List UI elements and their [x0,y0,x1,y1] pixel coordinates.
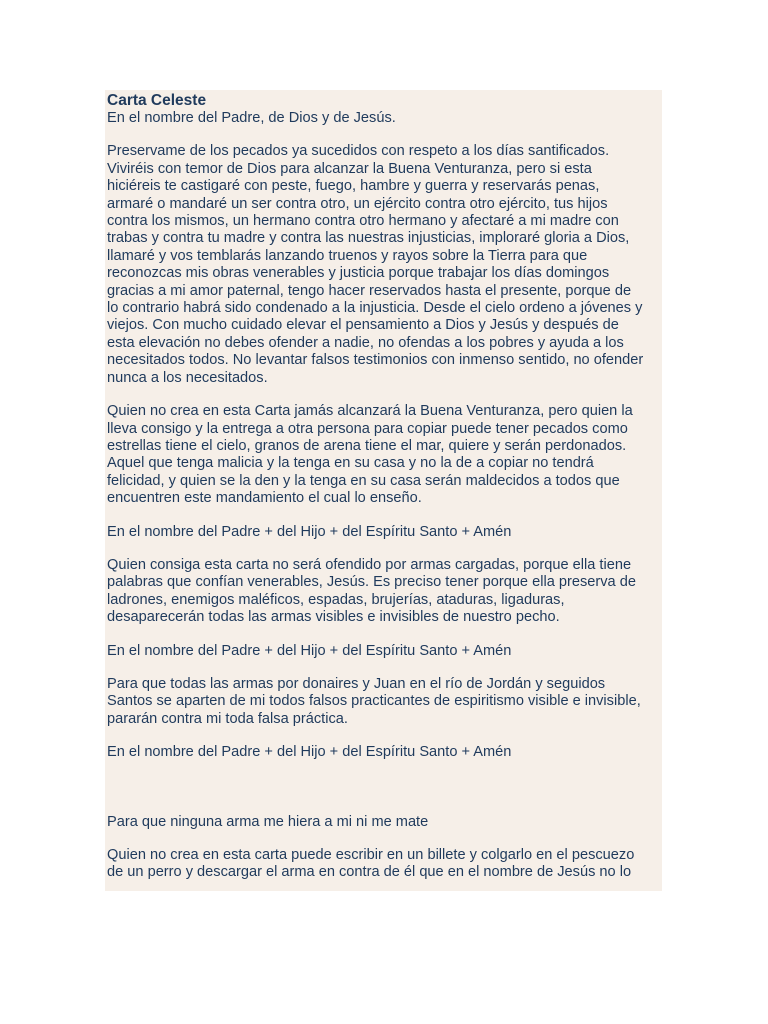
paragraph-line: lleva consigo y la entrega a otra persona para copiar puede tener pecados como [107,420,628,437]
paragraph-line: palabras que confían venerables, Jesús. Es preciso tener porque ella preserva de [107,574,636,591]
paragraph-3 [107,557,662,627]
paragraph-line: hiciéreis te castigaré con peste, fuego, hambre y guerra y reservarás penas, [107,178,600,195]
paragraph-line: pararán contra mi toda falsa práctica. [107,710,348,727]
paragraph-line: reconozcas mis obras venerables y justicia porque trabajar los días domingos [107,265,610,282]
paragraph-1 [107,143,662,387]
document-body [105,110,662,882]
paragraph-line: gracias a mi amor paternal, tengo hacer reservados hasta el presente, porque de [107,282,632,299]
paragraph-6 [107,847,662,882]
paragraph-line: felicidad, y quien se la den y la tenga en su casa serán maldecidos a todos que [107,472,620,489]
paragraph-line: armaré o mandaré un ser contra otro, un ejército contra otro ejército, tus hijos [107,195,608,212]
paragraph-line: lo contrario habrá sido condenado a la injusticia. Desde el cielo ordeno a jóvenes y [107,300,643,317]
paragraph-line: contra los mismos, un hermano contra otro hermano y afectaré a mi madre con [107,213,619,230]
document-title: Carta Celeste [107,92,207,109]
paragraph-line: encuentren este mandamiento el cual lo enseño. [107,490,422,507]
paragraph-line: estrellas tiene el cielo, granos de arena tiene el mar, quiere y serán perdonados. [107,437,627,454]
paragraph-5: Para que ninguna arma me hiera a mi ni me mate [107,813,429,830]
paragraph-line: Quien no crea en esta carta puede escribir en un billete y colgarlo en el pescuezo [107,847,635,863]
paragraph-line: necesitados todos. No levantar falsos testimonios con inmenso sentido, no ofender [107,352,644,369]
paragraph-line: Quien no crea en esta Carta jamás alcanzará la Buena Venturanza, pero quien la [107,403,633,420]
paragraph-2 [107,403,662,507]
paragraph-line: nunca a los necesitados. [107,369,268,386]
paragraph-line: Preservame de los pecados ya sucedidos con respeto a los días santificados. [107,143,610,160]
invocation-line: En el nombre del Padre + del Hijo + del Espíritu Santo + Amén [107,523,512,540]
paragraph-4 [107,676,662,728]
paragraph-line: ladrones, enemigos maléficos, espadas, brujerías, ataduras, ligaduras, [107,591,565,608]
document-page [105,90,662,891]
paragraph-line: llamaré y vos temblarás lanzando truenos y rayos sobre la Tierra para que [107,247,588,264]
paragraph-line: trabas y contra tu madre y contra las nuestras injusticias, imploraré gloria a Dios, [107,230,630,247]
invocation-line: En el nombre del Padre + del Hijo + del Espíritu Santo + Amén [107,744,512,761]
invocation-line: En el nombre del Padre + del Hijo + del Espíritu Santo + Amén [107,642,512,659]
paragraph-line: esta elevación no debes ofender a nadie, no ofendas a los pobres y ayuda a los [107,334,624,351]
paragraph-line: viejos. Con mucho cuidado elevar el pensamiento a Dios y Jesús y después de [107,317,619,334]
intro-line: En el nombre del Padre, de Dios y de Jesús. [107,110,396,126]
paragraph-line: Viviréis con temor de Dios para alcanzar la Buena Venturanza, pero si esta [107,160,592,177]
paragraph-line: Quien consiga esta carta no será ofendido por armas cargadas, porque ella tiene [107,556,632,573]
paragraph-line: de un perro y descargar el arma en contra de él que en el nombre de Jesús no lo [107,864,632,881]
paragraph-line: Santos se aparten de mi todos falsos practicantes de espiritismo visible e invisible, [107,693,641,710]
paragraph-line: desaparecerán todas las armas visibles e invisibles de nuestro pecho. [107,609,560,626]
paragraph-line: Para que todas las armas por donaires y Juan en el río de Jordán y seguidos [107,675,606,692]
paragraph-line: Aquel que tenga malicia y la tenga en su casa y no la de a copiar no tendrá [107,455,594,472]
